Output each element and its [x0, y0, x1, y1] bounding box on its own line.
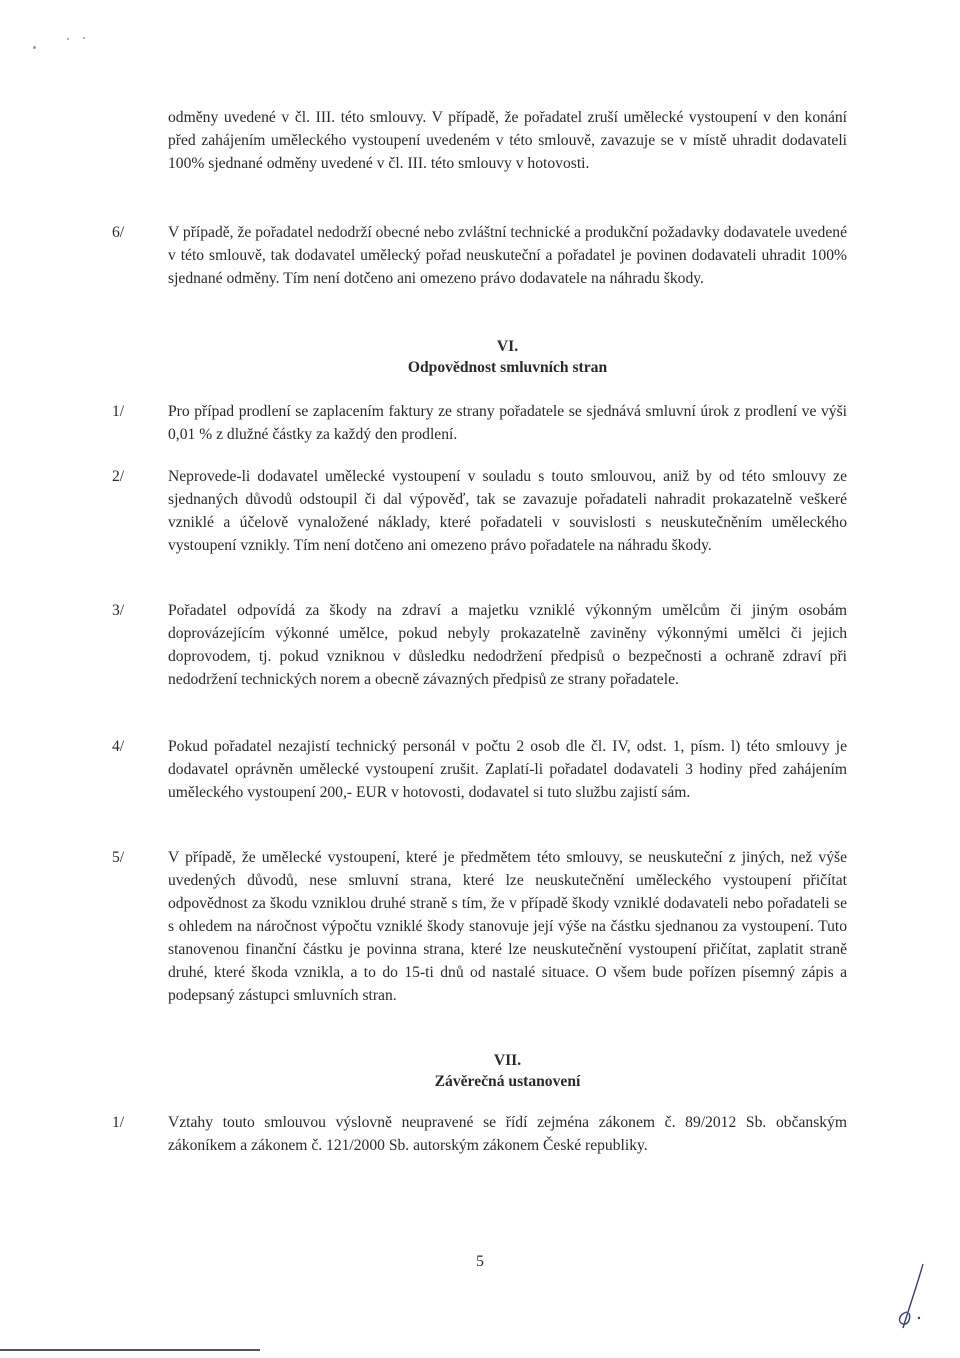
- paragraph-number: 5/: [112, 849, 125, 866]
- paragraph-text: Pořadatel odpovídá za škody na zdraví a majetku vzniklé výkonným umělcům či jiným osobám doprovázejícím výkonné umělce, pokud nebyly prokazatelně zaviněny výkonnými umělci či jejich doprovodem, tj. pokud vzniknou v důsledku nedodržení předpisů o bezpečnosti a ochraně zdraví při nedodržení technických norem a obecně závazných předpisů ze strany pořadatele.: [168, 602, 847, 688]
- paragraph-number: 3/: [112, 602, 125, 619]
- handwritten-initials-mark: [893, 1262, 933, 1332]
- section-number: VI.: [496, 338, 519, 355]
- scan-speck: [33, 46, 36, 49]
- section-number: VII.: [493, 1052, 522, 1069]
- scan-speck: [83, 37, 85, 39]
- paragraph-text: Neprovede-li dodavatel umělecké vystoupení v souladu s touto smlouvou, aniž by od této smlouvy ze sjednaných důvodů odstoupil či dal výpověď, tak se zavazuje pořadateli nahradit prokazatelně veškeré vzniklé a účelově vynaložené náklady, které pořadateli v souvislosti s neuskutečněním uměleckého vystoupení vznikly. Tím není dotčeno ani omezeno právo pořadatele na náhradu škody.: [168, 468, 847, 554]
- paragraph-text: Vztahy touto smlouvou výslovně neupravené se řídí zejména zákonem č. 89/2012 Sb. občanským zákoníkem a zákonem č. 121/2000 Sb. autorským zákonem České republiky.: [168, 1114, 847, 1154]
- scan-speck: [67, 38, 69, 40]
- paragraph-text: Pro případ prodlení se zaplacením faktury ze strany pořadatele se sjednává smluvní úrok z prodlení ve výši 0,01 % z dlužné částky za každý den prodlení.: [168, 403, 847, 443]
- paragraph-text: V případě, že umělecké vystoupení, které je předmětem této smlouvy, se neuskuteční z jiných, než výše uvedených důvodů, nese smluvní strana, které lze neuskutečnění uměleckého vystoupení přičítat odpovědnost za škodu vzniklou druhé straně s tím, že v případě škody vzniklé dodavateli nebo pořadateli se s ohledem na náročnost výpočtu vzniklé škody stanovuje její výše na částku sjednanou za vystoupení. Tuto stanovenou finanční částku je povinna strana, které lze neuskutečnění vystoupení přičítat, zaplatit straně druhé, které škoda vznikla, a to do 15-ti dnů od nastalé situace. O všem bude pořízen písemný zápis a podepsaný zástupci smluvních stran.: [168, 849, 847, 1004]
- paragraph-number: 1/: [112, 403, 125, 420]
- paragraph-number: 4/: [112, 738, 125, 755]
- section-title: Odpovědnost smluvních stran: [407, 359, 608, 376]
- page-number: 5: [476, 1253, 484, 1270]
- scan-edge-line: [0, 1349, 260, 1351]
- section-title: Závěrečná ustanovení: [434, 1073, 581, 1090]
- paragraph-number: 2/: [112, 468, 125, 485]
- paragraph-number: 1/: [112, 1114, 125, 1131]
- paragraph-text: V případě, že pořadatel nedodrží obecné nebo zvláštní technické a produkční požadavky dodavatele uvedené v této smlouvě, tak dodavatel umělecký pořad neuskuteční a pořadatel je povinen dodavateli uhradit 100% sjednané odměny. Tím není dotčeno ani omezeno právo dodavatele na náhradu škody.: [168, 224, 847, 287]
- paragraph-number: 6/: [112, 224, 125, 241]
- paragraph-continuation: odměny uvedené v čl. III. této smlouvy. V případě, že pořadatel zruší umělecké vystoupení v den konání před zahájením uměleckého vystoupení uvedeném v této smlouvě, zavazuje se v místě uhradit dodavateli 100% sjednané odměny uvedené v čl. III. této smlouvy v hotovosti.: [168, 109, 847, 172]
- paragraph-text: Pokud pořadatel nezajistí technický personál v počtu 2 osob dle čl. IV, odst. 1, písm. l) této smlouvy je dodavatel oprávněn umělecké vystoupení zrušit. Zaplatí-li pořadatel dodavateli 3 hodiny před zahájením uměleckého vystoupení 200,- EUR v hotovosti, dodavatel si tuto službu zajistí sám.: [168, 738, 847, 801]
